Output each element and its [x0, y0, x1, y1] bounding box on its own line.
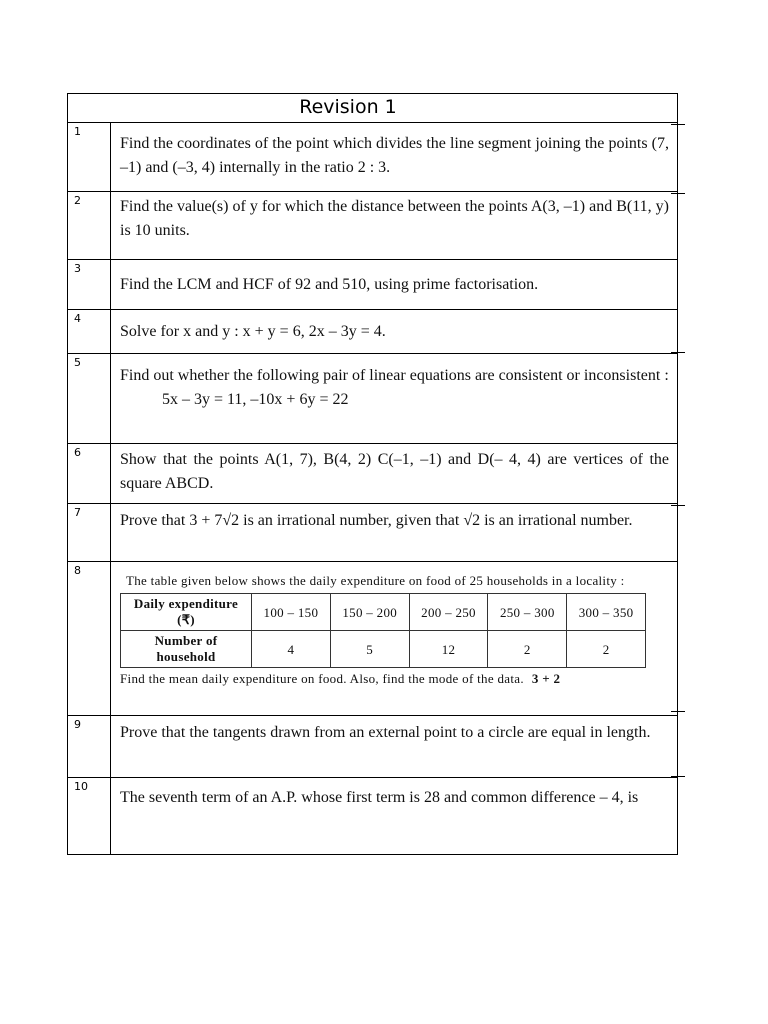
revision-sheet — [67, 93, 678, 855]
question-number: 4 — [74, 312, 81, 325]
table-cell: 250 – 300 — [488, 594, 567, 631]
question-row-2 — [68, 191, 677, 259]
table-header-cell: Daily expenditure (₹) — [121, 594, 252, 631]
table-cell: 2 — [567, 631, 646, 668]
question-number: 1 — [74, 125, 81, 138]
table-cell: 12 — [409, 631, 488, 668]
table-cell: 200 – 250 — [409, 594, 488, 631]
question-number: 8 — [74, 564, 81, 577]
row-tick — [671, 124, 685, 125]
marks-label: 3 + 2 — [531, 671, 561, 686]
question-row-1 — [68, 122, 677, 191]
question-text: Solve for x and y : x + y = 6, 2x – 3y = 4. — [120, 323, 386, 340]
expenditure-table — [120, 593, 646, 668]
question-number: 2 — [74, 194, 81, 207]
question-row-5 — [68, 353, 677, 443]
question-text: Prove that 3 + 7√2 is an irrational number, given that √2 is an irrational number. — [120, 512, 633, 529]
equation: 5x – 3y = 11, –10x + 6y = 22 — [162, 391, 349, 408]
question-intro: The table given below shows the daily expenditure on food of 25 households in a locality : — [126, 573, 625, 588]
question-number: 5 — [74, 356, 81, 369]
table-cell: 300 – 350 — [567, 594, 646, 631]
question-number: 7 — [74, 506, 81, 519]
question-text — [120, 364, 669, 412]
question-row-4 — [68, 309, 677, 353]
question-text: Find the coordinates of the point which divides the line segment joining the points (7, –1) and (–3, 4) internally in the ratio 2 : 3. — [120, 135, 669, 176]
table-cell: 100 – 150 — [252, 594, 331, 631]
question-number: 9 — [74, 718, 81, 731]
question-row-10 — [68, 777, 677, 854]
table-cell: 150 – 200 — [330, 594, 409, 631]
followup-text: Find the mean daily expenditure on food. Also, find the mode of the data. — [120, 671, 524, 686]
question-row-6 — [68, 443, 677, 503]
question-row-3 — [68, 259, 677, 309]
question-text: Show that the points A(1, 7), B(4, 2) C(–1, –1) and D(– 4, 4) are vertices of the square ABCD. — [120, 451, 669, 492]
question-text: Find the LCM and HCF of 92 and 510, using prime factorisation. — [120, 276, 539, 293]
table-header-cell: Number of household — [121, 631, 252, 668]
table-row — [121, 594, 646, 631]
question-number: 6 — [74, 446, 81, 459]
question-text-body: Find out whether the following pair of linear equations are consistent or inconsistent : — [120, 367, 669, 384]
table-cell: 5 — [330, 631, 409, 668]
table-cell: 4 — [252, 631, 331, 668]
question-text: Prove that the tangents drawn from an external point to a circle are equal in length. — [120, 724, 651, 741]
question-text — [120, 572, 657, 687]
question-followup — [120, 670, 657, 687]
row-tick — [671, 505, 685, 506]
title-row — [68, 94, 677, 122]
question-text: The seventh term of an A.P. whose first term is 28 and common difference – 4, is — [120, 789, 639, 806]
row-tick — [671, 711, 685, 712]
row-tick — [671, 193, 685, 194]
question-row-8 — [68, 561, 677, 715]
table-row — [121, 631, 646, 668]
question-number: 10 — [74, 780, 88, 793]
question-row-7 — [68, 503, 677, 561]
question-number: 3 — [74, 262, 81, 275]
question-row-9 — [68, 715, 677, 777]
table-cell: 2 — [488, 631, 567, 668]
sheet-title: Revision 1 — [299, 96, 397, 118]
question-text: Find the value(s) of y for which the distance between the points A(3, –1) and B(11, y) is 10 units. — [120, 198, 669, 239]
